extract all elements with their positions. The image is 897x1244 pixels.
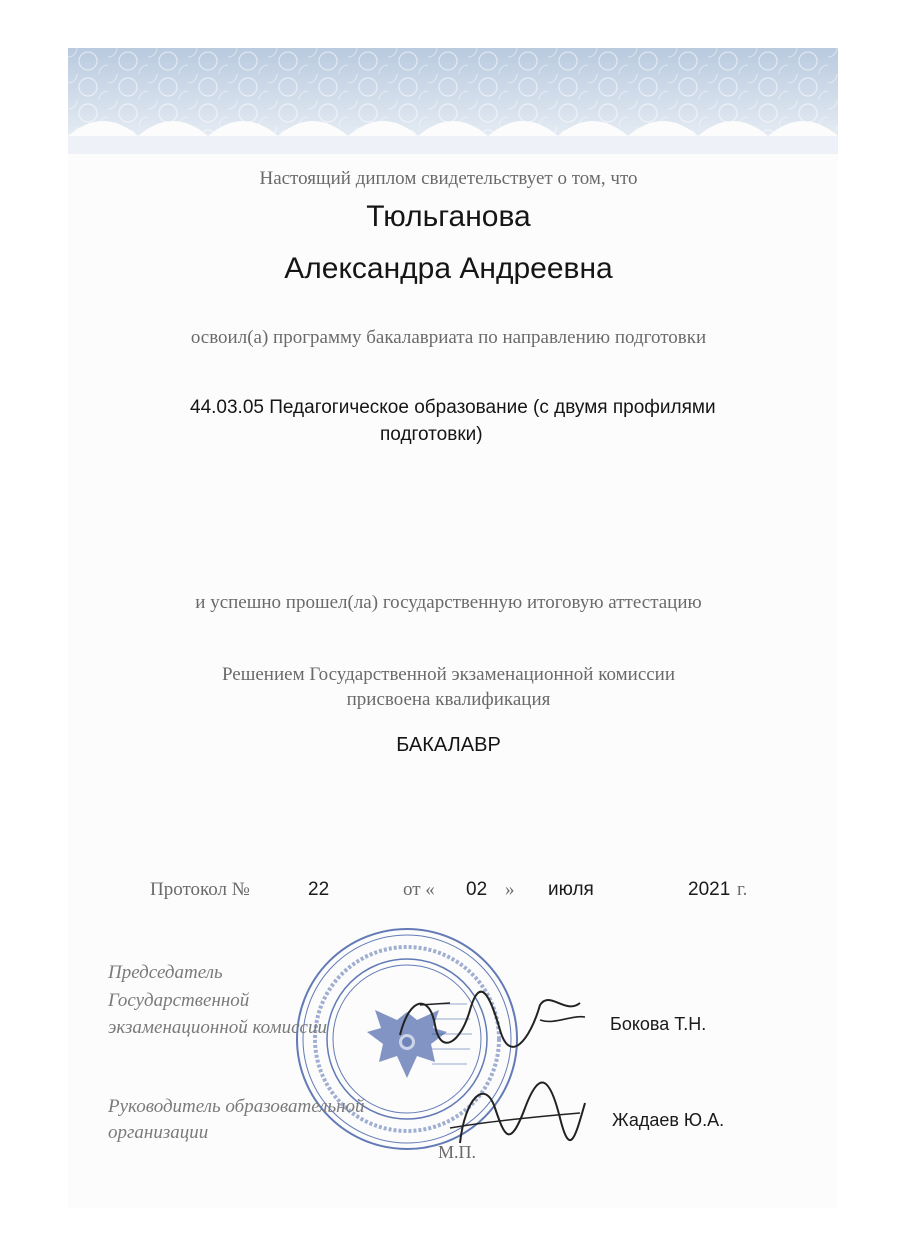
decorative-header-band bbox=[68, 48, 838, 154]
qualification-value: БАКАЛАВР bbox=[396, 734, 501, 756]
graduate-given-names: Александра Андреевна bbox=[284, 252, 613, 285]
graduate-surname: Тюльганова bbox=[366, 200, 531, 233]
head-label-line1: Руководитель образовательной bbox=[108, 1096, 365, 1117]
qualification-line2: присвоена квалификация bbox=[346, 689, 551, 710]
chair-name: Бокова Т.Н. bbox=[610, 1014, 707, 1034]
head-label-line2: организации bbox=[108, 1122, 209, 1143]
protocol-label: Протокол № bbox=[150, 879, 250, 900]
protocol-year-suffix: г. bbox=[737, 879, 748, 900]
seal-place-mark: М.П. bbox=[438, 1142, 477, 1162]
protocol-year: 2021 bbox=[688, 879, 731, 900]
protocol-from-label: от « bbox=[403, 879, 435, 900]
protocol-close-quote: » bbox=[505, 879, 515, 900]
program-name-line1: 44.03.05 Педагогическое образование (с двумя профилями bbox=[190, 397, 716, 418]
attestation-text: и успешно прошел(ла) государственную итоговую аттестацию bbox=[195, 592, 702, 613]
program-name-line2: подготовки) bbox=[380, 424, 483, 445]
chair-handwritten-signature bbox=[390, 985, 590, 1055]
chair-label-line1: Председатель bbox=[108, 962, 223, 983]
program-intro: освоил(а) программу бакалавриата по направлению подготовки bbox=[190, 327, 707, 348]
protocol-month: июля bbox=[548, 879, 594, 900]
chair-label-line3: экзаменационной комиссии bbox=[108, 1017, 327, 1038]
diploma-intro: Настоящий диплом свидетельствует о том, что bbox=[259, 168, 638, 189]
qualification-line1: Решением Государственной экзаменационной комиссии bbox=[221, 664, 676, 685]
protocol-number: 22 bbox=[308, 879, 330, 900]
chair-label-line2: Государственной bbox=[108, 990, 250, 1011]
protocol-day: 02 bbox=[466, 879, 488, 900]
head-name: Жадаев Ю.А. bbox=[612, 1110, 725, 1130]
